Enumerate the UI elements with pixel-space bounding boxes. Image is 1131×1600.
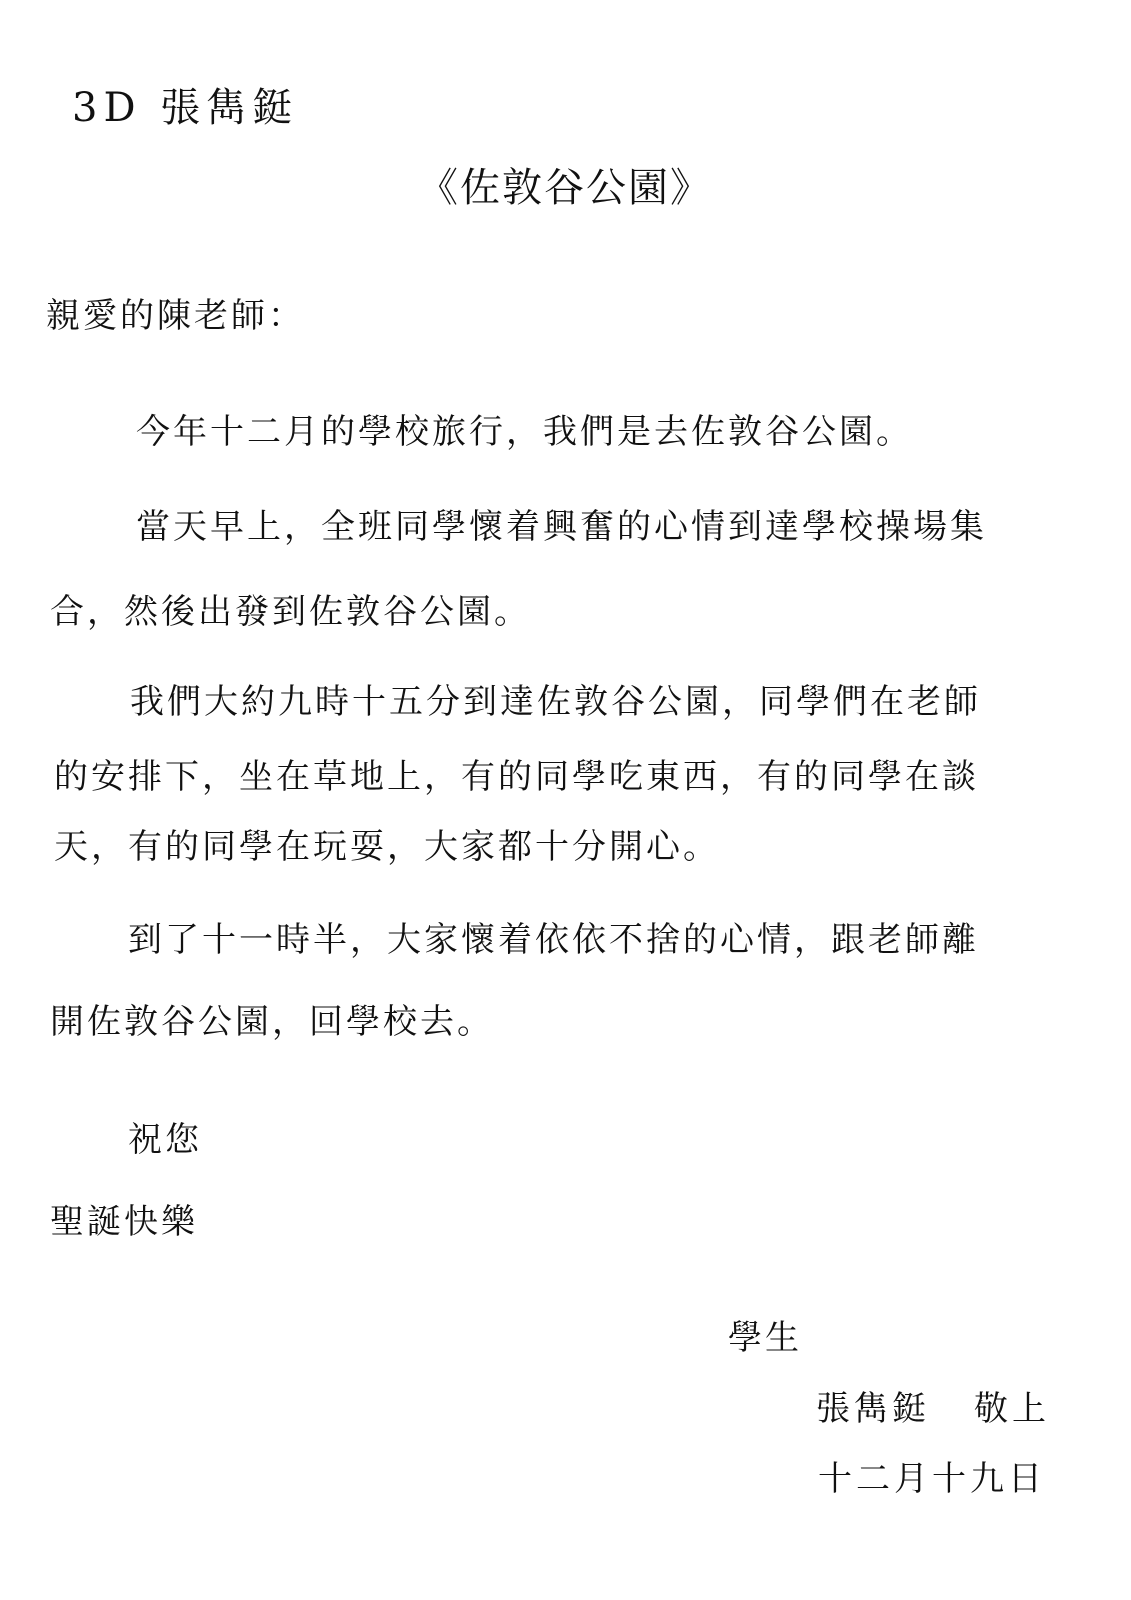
student-name: 張雋鋌 [160,85,299,131]
body-line-2: 當天早上，全班同學懷着興奮的心情到達學校操場集 [136,507,987,547]
body-line-6: 天，有的同學在玩耍，大家都十分開心。 [54,827,720,867]
body-line-3: 合，然後出發到佐敦谷公園。 [50,592,531,632]
letter-title: 《佐敦谷公園》 [418,165,712,211]
closing-wish: 祝您 [128,1120,202,1160]
body-line-1: 今年十二月的學校旅行，我們是去佐敦谷公園。 [136,412,913,452]
header-class-and-name [72,86,298,130]
signature-role: 學生 [728,1318,802,1358]
signature-date: 十二月十九日 [818,1459,1046,1499]
body-line-5: 的安排下，坐在草地上，有的同學吃東西，有的同學在談 [54,757,979,797]
signature-name-line [816,1387,1050,1431]
signature-name: 張雋鋌 [816,1389,930,1429]
class-code: 3D [72,85,142,131]
closing-greeting: 聖誕快樂 [50,1202,198,1242]
greeting: 親愛的陳老師： [46,296,305,336]
body-line-4: 我們大約九時十五分到達佐敦谷公園，同學們在老師 [130,682,981,722]
signature-respect: 敬上 [974,1389,1050,1429]
body-line-8: 開佐敦谷公園，回學校去。 [50,1002,494,1042]
body-line-7: 到了十一時半，大家懷着依依不捨的心情，跟老師離 [128,920,979,960]
